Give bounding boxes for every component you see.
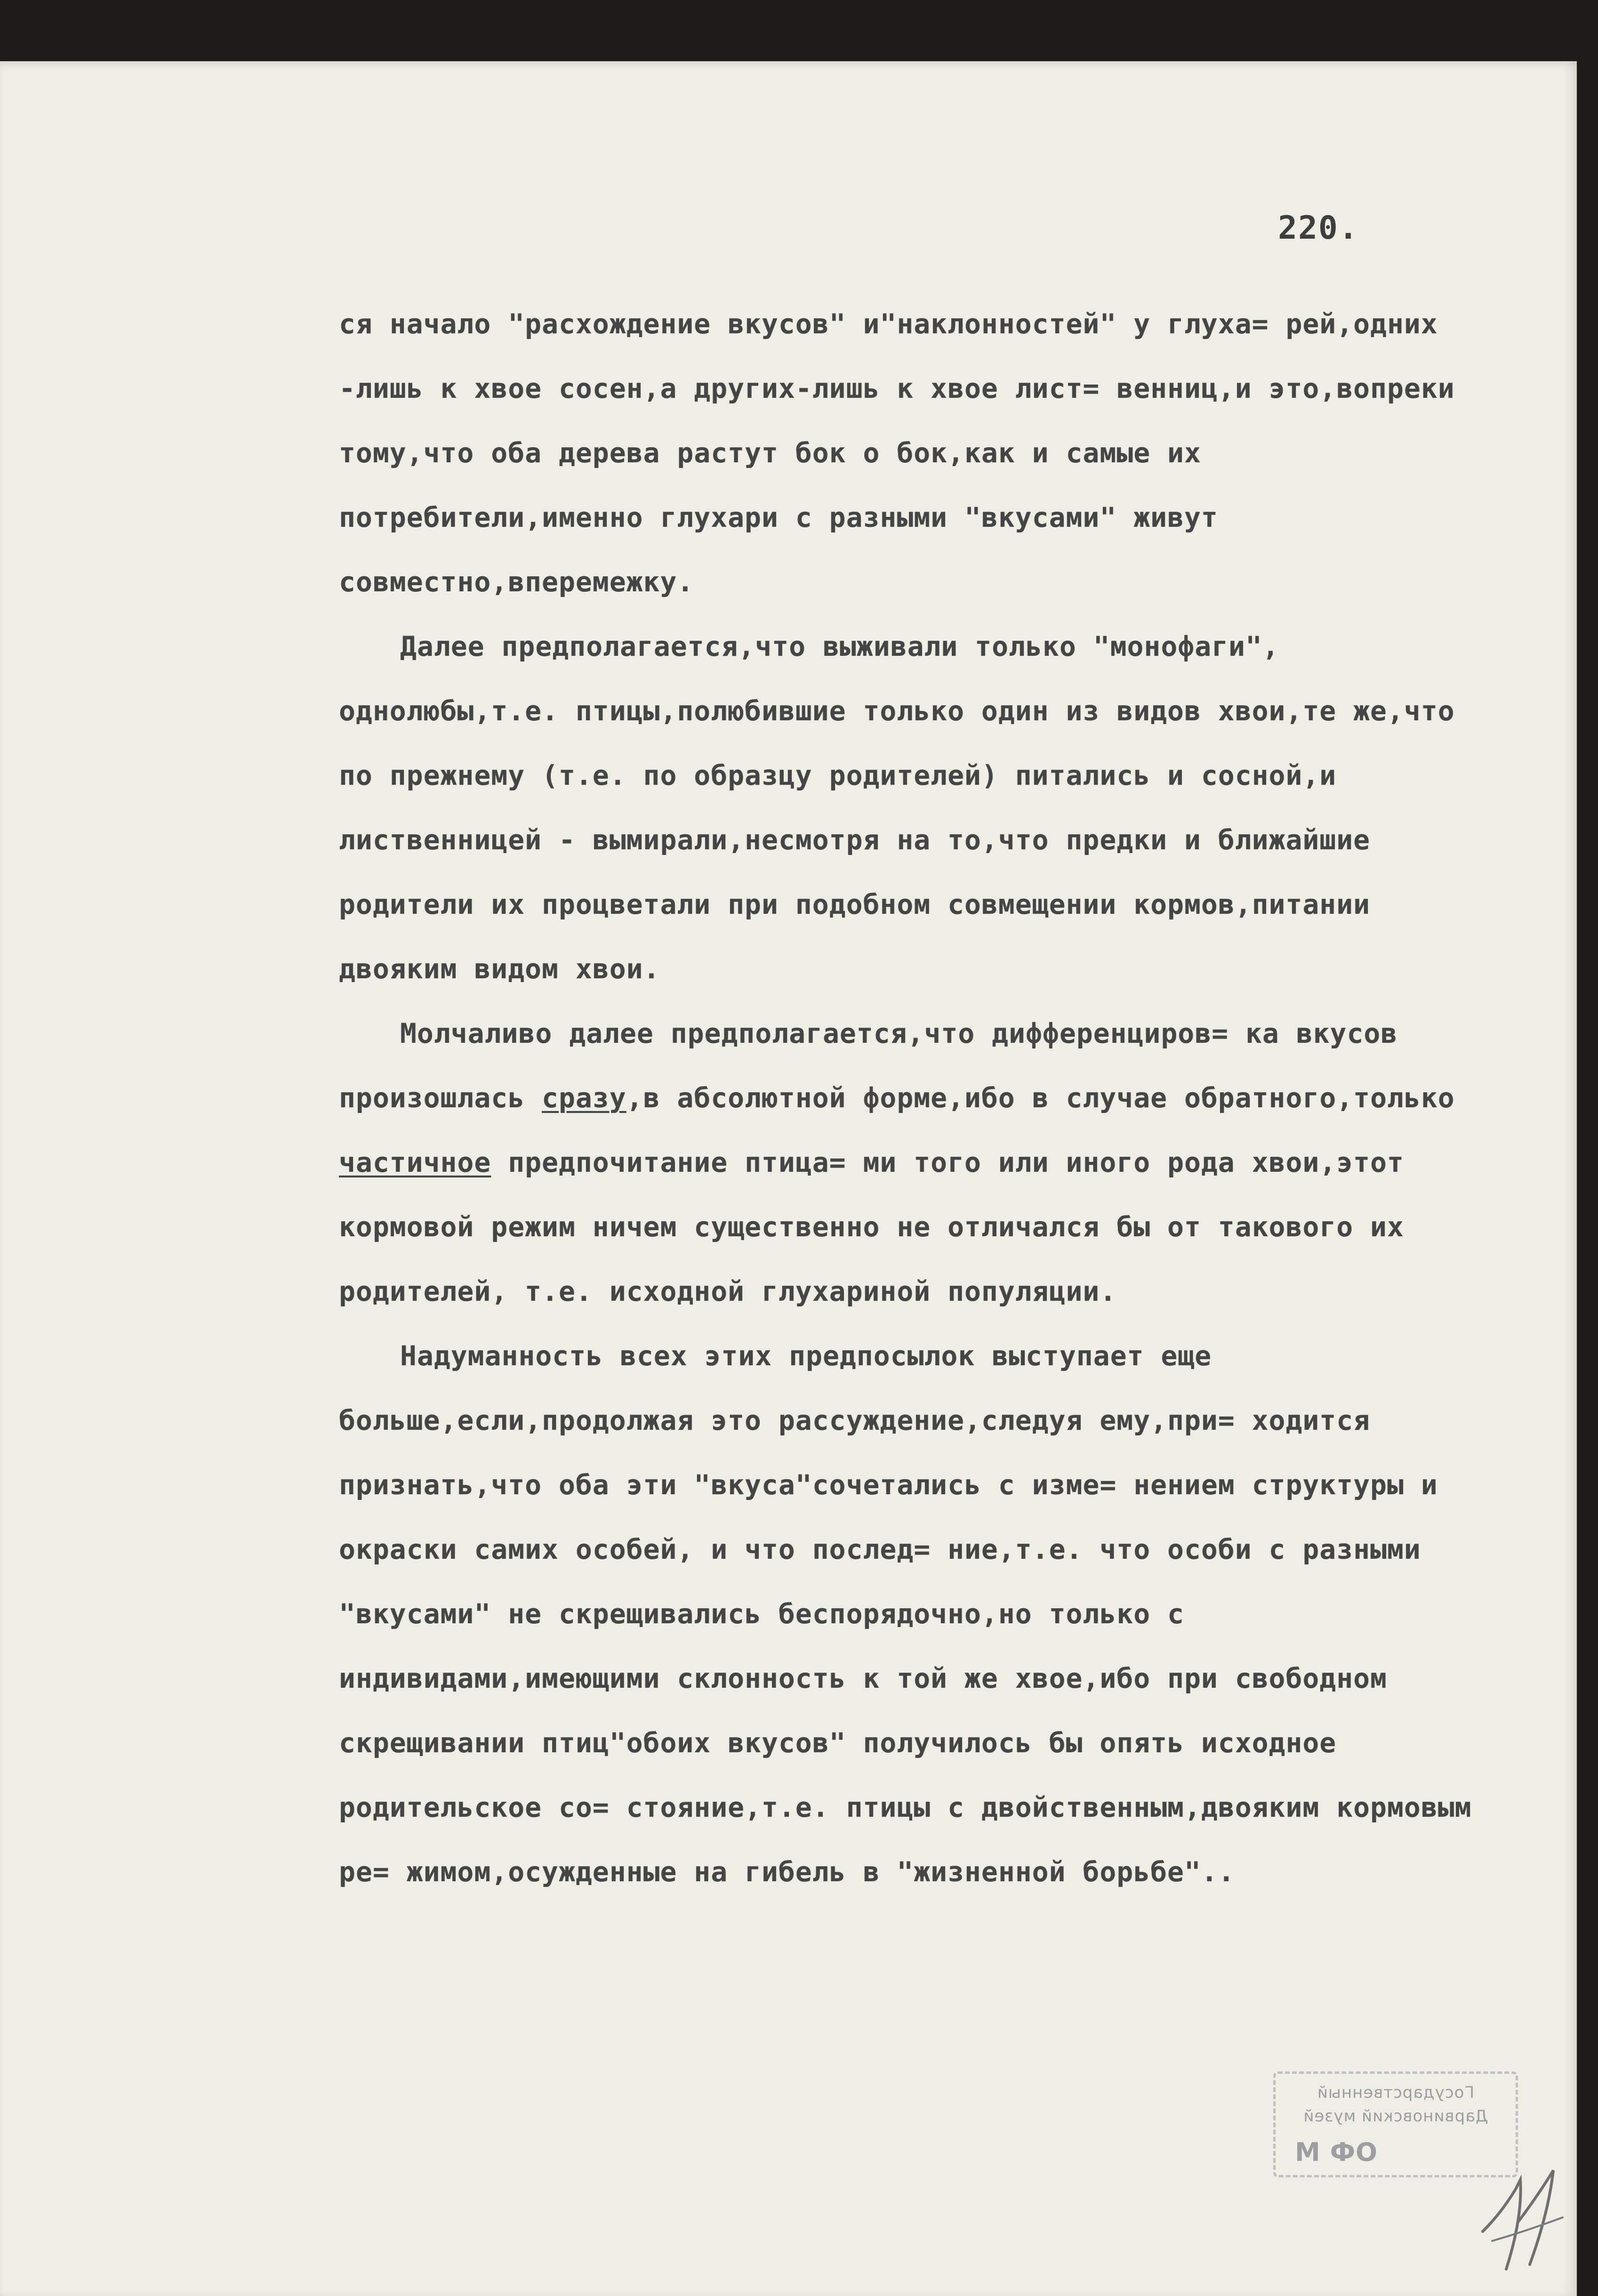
paragraph-text: Далее предполагается,что выживали только "монофаги", однолюбы,т.е. птицы,полюбившие только один из видов хвои,те же,что по прежнему (т.е. по образцу родителей) питались и сосной,и лиственницей - вымирали,несмотря на то,что предки и ближайшие родители их процветали при подобном совмещении кормов,питании двояким видом хвои.: [339, 630, 1472, 985]
paragraph: [339, 1324, 1492, 1904]
document-body: [339, 292, 1492, 1904]
paragraph-text: ,в абсолютной форме,ибо в случае обратного,только: [626, 1082, 1472, 1114]
page-number: 220.: [1278, 209, 1359, 247]
paragraph-text: Молчаливо далее предполагается,что дифференциров= ка вкусов произошлась: [339, 1017, 1415, 1114]
underlined-text: частичное: [339, 1146, 491, 1178]
paragraph: [339, 614, 1492, 1001]
handwritten-signature: [1473, 2161, 1572, 2279]
stamp-line-2: Дарвиновский музей: [1303, 2107, 1488, 2126]
paragraph-text: ся начало "расхождение вкусов" и"наклонностей" у глуха= рей,одних -лишь к хвое сосен,а других-лишь к хвое лист= венниц,и это,вопреки тому,что оба дерева растут бок о бок,как и самые их потребители,именно глухари с разными "вкусами" живут совместно,вперемежку.: [339, 308, 1472, 598]
paragraph-text: предпочитание птица= ми того или иного рода хвои,этот кормовой режим ничем существенно не отличался бы от такового их родителей, т.е. исходной глухариной популяции.: [339, 1146, 1421, 1307]
stamp-line-3: ОФ М: [1294, 2137, 1377, 2167]
underlined-text: сразу: [542, 1082, 626, 1114]
paragraph-text: Надуманность всех этих предпосылок выступает еще больше,если,продолжая это рассуждение,следуя ему,при= ходится признать,что оба эти "вкуса"сочетались с изме= нением структуры и окраски самих особей, и что послед= ние,т.е. что особи с разными "вкусами" не скрещивались беспорядочно,но только с индивидами,имеющими склонность к той же хвое,ибо при свободном скрещивании птиц"обоих вкусов" получилось бы опять исходное родительское со= стояние,т.е. птицы с двойственным,двояким кормовым ре= жимом,осужденные на гибель в "жизненной борьбе"..: [339, 1340, 1489, 1888]
paragraph: [339, 292, 1492, 614]
paragraph: [339, 1001, 1492, 1324]
stamp-line-1: Государственный: [1317, 2083, 1475, 2102]
